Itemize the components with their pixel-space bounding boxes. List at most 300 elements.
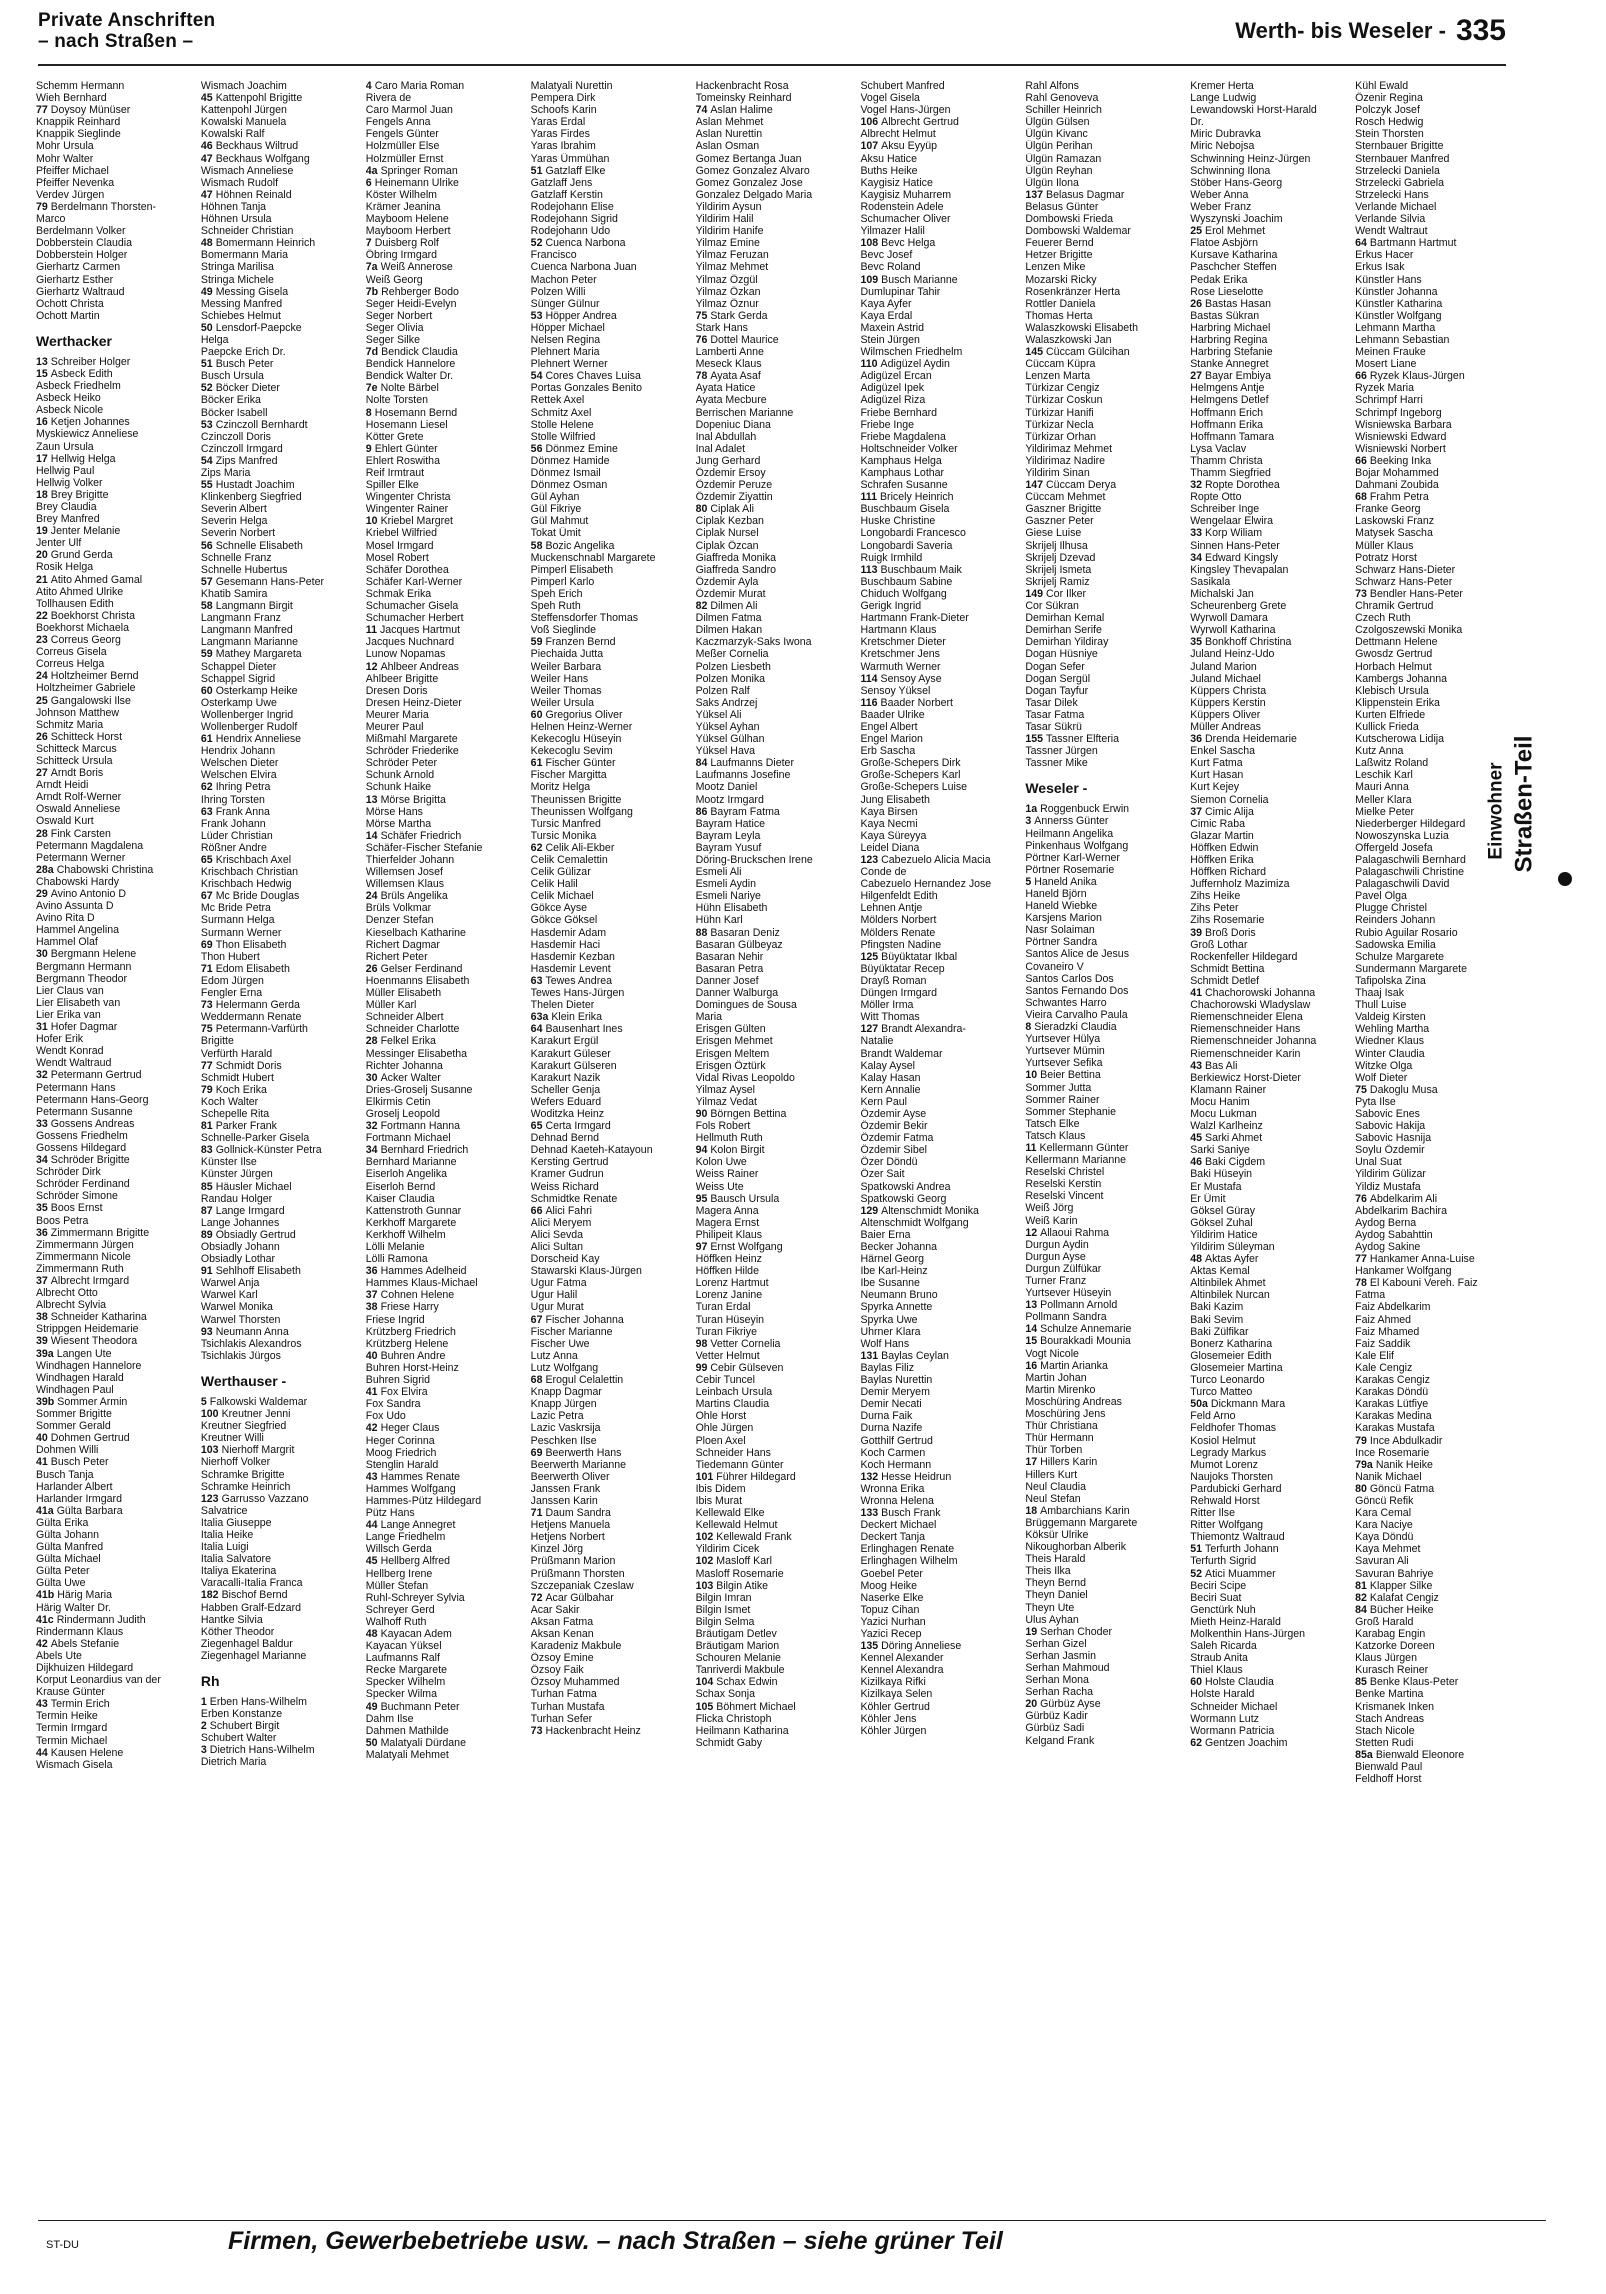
resident-name: Katzorke Doreen — [1355, 1640, 1435, 1653]
resident-name: Gierhartz Waltraud — [36, 285, 125, 298]
resident-entry — [1190, 1410, 1351, 1422]
resident-entry — [531, 92, 692, 104]
house-number: 35 — [36, 1202, 48, 1215]
house-number: 12 — [365, 660, 378, 673]
resident-entry — [1190, 1592, 1351, 1604]
resident-entry — [531, 552, 692, 564]
resident-name: Machon Peter — [530, 273, 597, 286]
resident-entry — [531, 624, 692, 636]
resident-entry — [36, 1759, 197, 1771]
resident-name: Schmidt Detlef — [1190, 974, 1260, 987]
resident-name: Turan Fikriye — [695, 1325, 757, 1338]
resident-name: Mosert Liane — [1355, 358, 1417, 371]
resident-entry — [531, 1422, 692, 1434]
resident-entry — [531, 1471, 692, 1483]
resident-name: Laßwitz Roland — [1355, 757, 1429, 770]
house-number: 51 — [1190, 1543, 1203, 1556]
resident-name: Stach Nicole — [1355, 1724, 1415, 1737]
resident-entry — [1025, 1674, 1186, 1686]
resident-entry — [1355, 286, 1516, 298]
resident-name: Aslan Osman — [695, 140, 760, 153]
resident-entry — [366, 1568, 527, 1580]
resident-entry — [860, 733, 1021, 745]
resident-name: Sternbauer Brigitte — [1355, 140, 1444, 153]
resident-name: Schreyer Gerd — [365, 1603, 435, 1616]
resident-entry — [1025, 298, 1186, 310]
resident-name: Petermann Hans — [36, 1081, 116, 1094]
resident-entry — [696, 116, 857, 128]
resident-name: Thaaj Isak — [1355, 987, 1404, 1000]
resident-name: Karakurt Güleser — [530, 1047, 611, 1060]
resident-entry — [36, 225, 197, 237]
resident-name: Mootz Daniel — [695, 781, 758, 794]
resident-entry — [860, 1374, 1021, 1386]
resident-name: Kötter Grete — [365, 430, 424, 443]
resident-name: Hillers Karin — [1040, 1456, 1098, 1469]
resident-name: Thelen Dieter — [530, 999, 595, 1012]
resident-entry — [531, 431, 692, 443]
resident-entry — [201, 527, 362, 539]
resident-entry — [860, 1132, 1021, 1144]
resident-name: Mootz Irmgard — [695, 793, 764, 806]
resident-name: Specker Wilma — [365, 1688, 438, 1701]
resident-name: Magera Ernst — [695, 1216, 760, 1229]
resident-entry — [36, 1021, 197, 1033]
resident-entry — [1355, 987, 1516, 999]
resident-name: Feldhoff Horst — [1355, 1773, 1422, 1786]
resident-name: Gatzlaff Kerstin — [530, 188, 603, 201]
resident-name: Krause Günter — [36, 1686, 105, 1699]
resident-entry — [860, 1604, 1021, 1616]
resident-entry — [366, 394, 527, 406]
resident-name: Laufmanns Josefine — [695, 769, 791, 782]
resident-entry — [201, 1696, 362, 1708]
resident-entry — [531, 1713, 692, 1725]
resident-entry — [36, 116, 197, 128]
resident-entry — [201, 1314, 362, 1326]
resident-entry — [366, 1531, 527, 1543]
resident-entry — [531, 419, 692, 431]
resident-entry — [860, 1386, 1021, 1398]
resident-name: Ülgün Reyhan — [1025, 164, 1093, 177]
resident-name: Böcker Dieter — [215, 382, 280, 395]
resident-entry — [1190, 467, 1351, 479]
house-number: 71 — [530, 1507, 543, 1520]
resident-entry — [1025, 1444, 1186, 1456]
resident-entry — [1355, 1447, 1516, 1459]
resident-name: Yilmaz Özgül — [695, 273, 758, 286]
resident-entry — [696, 890, 857, 902]
resident-name: Kühl Ewald — [1355, 80, 1409, 92]
resident-name: Paschcher Steffen — [1190, 261, 1277, 274]
resident-entry — [201, 624, 362, 636]
directory-columns — [36, 80, 1516, 2160]
resident-entry — [1025, 648, 1186, 660]
resident-name: Salvatrice — [200, 1504, 248, 1517]
resident-name: Schulze Margarete — [1355, 950, 1445, 963]
resident-entry — [201, 310, 362, 322]
resident-name: Schnelle Elisabeth — [215, 539, 303, 552]
resident-name: Kurasch Reiner — [1355, 1664, 1429, 1677]
resident-entry — [696, 140, 857, 152]
header-section-title — [38, 10, 215, 52]
resident-name: Sasikala — [1190, 575, 1231, 588]
resident-entry — [1190, 1048, 1351, 1060]
resident-entry — [1355, 951, 1516, 963]
resident-entry — [531, 987, 692, 999]
resident-name: Hoffmann Erich — [1190, 406, 1264, 419]
resident-name: Korput Leonardius van der — [36, 1674, 161, 1687]
resident-name: Theunissen Wolfgang — [530, 805, 633, 818]
resident-entry — [531, 116, 692, 128]
resident-entry — [531, 1628, 692, 1640]
resident-name: Ülgün Perihan — [1025, 140, 1093, 153]
resident-name: Hühn Karl — [695, 914, 743, 927]
resident-name: Zaun Ursula — [36, 440, 94, 453]
resident-entry — [1025, 636, 1186, 648]
resident-entry — [860, 1362, 1021, 1374]
resident-entry — [1355, 140, 1516, 152]
resident-name: Kolon Birgit — [710, 1144, 765, 1157]
resident-entry — [1355, 1289, 1516, 1301]
house-number: 20 — [36, 549, 48, 562]
resident-entry — [696, 1398, 857, 1410]
resident-entry — [531, 1616, 692, 1628]
resident-entry — [36, 1577, 197, 1589]
resident-entry — [696, 781, 857, 793]
resident-entry — [36, 1263, 197, 1275]
resident-name: Schneider Albert — [365, 1011, 444, 1024]
resident-name: Bricely Heinrich — [879, 491, 954, 504]
resident-entry — [1355, 1713, 1516, 1725]
resident-name: Kayacan Adem — [380, 1628, 452, 1640]
resident-name: Buhren Horst-Heinz — [365, 1361, 459, 1374]
resident-entry — [696, 1301, 857, 1313]
resident-entry — [696, 1580, 857, 1592]
resident-name: Acar Gülbahar — [545, 1591, 614, 1604]
resident-name: Celik Halil — [530, 878, 578, 891]
resident-entry — [36, 104, 197, 116]
resident-entry — [1190, 854, 1351, 866]
resident-entry — [531, 721, 692, 733]
resident-name: Habben Gralf-Edzard — [200, 1601, 301, 1614]
resident-name: Yilmaz Aysel — [695, 1083, 756, 1096]
resident-name: Koch Erika — [215, 1083, 267, 1096]
resident-entry — [366, 818, 527, 830]
resident-name: Wismach Gisela — [36, 1758, 113, 1771]
resident-name: Molkenthin Hans-Jürgen — [1190, 1628, 1306, 1640]
resident-name: Engel Albert — [860, 720, 918, 733]
resident-entry — [860, 322, 1021, 334]
house-number: 19 — [1025, 1625, 1038, 1638]
column-3 — [366, 80, 527, 2160]
resident-name: Schneider Hans — [695, 1446, 771, 1459]
resident-entry — [860, 358, 1021, 370]
resident-entry — [1025, 80, 1186, 92]
column-5 — [696, 80, 857, 2160]
resident-name: Langmann Birgit — [215, 600, 293, 613]
resident-entry — [696, 1011, 857, 1023]
resident-name: Hellmuth Ruth — [695, 1132, 763, 1145]
resident-entry — [201, 1541, 362, 1553]
resident-entry — [201, 80, 362, 92]
resident-entry — [366, 1301, 527, 1313]
resident-name: Asbeck Nicole — [36, 404, 104, 417]
resident-name: Hellwig Paul — [36, 464, 95, 477]
resident-name: Jenter Ulf — [36, 537, 82, 550]
resident-name: Lutz Anna — [530, 1349, 578, 1362]
resident-entry — [860, 1507, 1021, 1519]
resident-entry — [1355, 1676, 1516, 1688]
resident-name: Höhnen Ursula — [200, 213, 272, 226]
resident-entry — [696, 1507, 857, 1519]
resident-name: Kramer Gudrun — [530, 1168, 604, 1181]
resident-entry — [531, 866, 692, 878]
resident-entry — [36, 888, 197, 900]
resident-entry — [1355, 1507, 1516, 1519]
resident-name: Karakas Cengiz — [1355, 1374, 1430, 1387]
resident-name: Karakas Lütfiye — [1355, 1398, 1429, 1411]
resident-name: Demir Necati — [860, 1398, 922, 1411]
house-number: 85 — [1355, 1676, 1367, 1689]
house-number: 80 — [1355, 1482, 1367, 1495]
resident-entry — [696, 830, 857, 842]
resident-entry — [1190, 733, 1351, 745]
resident-name: Rindermann Klaus — [36, 1625, 124, 1638]
resident-entry — [696, 1471, 857, 1483]
resident-name: Cüccam Derya — [1046, 479, 1117, 492]
resident-entry — [366, 1652, 527, 1664]
resident-entry — [1355, 890, 1516, 902]
resident-name: Ulus Ayhan — [1025, 1613, 1079, 1626]
resident-entry — [36, 598, 197, 610]
resident-entry — [201, 479, 362, 491]
resident-entry — [1025, 370, 1186, 382]
resident-name: Bräutigam Marion — [695, 1640, 780, 1653]
resident-entry — [366, 467, 527, 479]
resident-entry — [860, 661, 1021, 673]
resident-entry — [366, 1362, 527, 1374]
resident-name: Yildiz Mustafa — [1355, 1180, 1421, 1193]
resident-entry — [36, 1650, 197, 1662]
resident-name: Rose Lieselotte — [1190, 285, 1264, 298]
resident-entry — [1025, 1251, 1186, 1263]
resident-entry — [366, 1640, 527, 1652]
resident-entry — [696, 673, 857, 685]
house-number: 73 — [1355, 587, 1367, 600]
resident-entry — [531, 165, 692, 177]
resident-name: Mathey Margareta — [215, 648, 302, 661]
resident-name: Bartmann Hartmut — [1369, 237, 1457, 250]
resident-entry — [1190, 431, 1351, 443]
resident-entry — [1025, 1698, 1186, 1710]
resident-name: Karakas Döndü — [1355, 1386, 1429, 1399]
resident-entry — [1025, 358, 1186, 370]
resident-name: Schwantes Harro — [1025, 996, 1107, 1009]
resident-entry — [36, 1505, 197, 1517]
house-number: 111 — [860, 491, 877, 504]
resident-name: Klinkenberg Siegfried — [200, 491, 302, 504]
house-number: 16 — [36, 416, 48, 429]
resident-name: Große-Schepers Dirk — [860, 757, 961, 770]
resident-entry — [201, 757, 362, 769]
resident-entry — [366, 1592, 527, 1604]
resident-name: Durgun Zülfükar — [1025, 1262, 1102, 1275]
resident-name: Lenzen Marta — [1025, 370, 1091, 383]
resident-entry — [1355, 225, 1516, 237]
resident-name: Aydog Sabahttin — [1355, 1228, 1433, 1241]
resident-entry — [1190, 648, 1351, 660]
resident-entry — [36, 501, 197, 513]
resident-entry — [201, 1193, 362, 1205]
resident-name: Demirhan Serife — [1025, 624, 1102, 637]
resident-entry — [201, 830, 362, 842]
resident-name: Ahlbeer Andreas — [380, 660, 459, 673]
resident-name: Unal Suat — [1355, 1156, 1402, 1169]
resident-entry — [860, 370, 1021, 382]
resident-entry — [36, 525, 197, 537]
resident-entry — [201, 769, 362, 781]
resident-name: Helmgens Antje — [1190, 382, 1265, 395]
resident-entry — [696, 201, 857, 213]
resident-name: Theis Ilka — [1025, 1565, 1071, 1578]
resident-entry — [36, 1142, 197, 1154]
resident-name: Gülta Peter — [36, 1565, 90, 1578]
resident-entry — [36, 537, 197, 549]
resident-name: Boos Petra — [36, 1214, 89, 1227]
resident-name: Möller Irma — [860, 999, 914, 1012]
resident-entry — [366, 588, 527, 600]
street-heading: Weseler - — [1025, 780, 1088, 797]
resident-name: Kale Elif — [1355, 1349, 1394, 1362]
resident-entry — [201, 1396, 362, 1408]
resident-name: Beeking Inka — [1369, 454, 1432, 467]
resident-entry — [201, 1241, 362, 1253]
resident-entry — [366, 902, 527, 914]
resident-name: Kaya Süreyya — [860, 829, 927, 842]
house-number: 48 — [365, 1628, 378, 1640]
resident-entry — [201, 1326, 362, 1338]
resident-entry — [1190, 685, 1351, 697]
resident-name: Obsiadly Lothar — [200, 1253, 276, 1266]
resident-entry — [36, 1154, 197, 1166]
resident-entry — [201, 866, 362, 878]
resident-entry — [860, 1338, 1021, 1350]
resident-entry — [201, 274, 362, 286]
resident-name: Beerwerth Hans — [545, 1446, 622, 1459]
resident-name: Petermann Hans-Georg — [36, 1093, 149, 1106]
resident-name: Bischof Bernd — [221, 1589, 288, 1602]
resident-entry — [366, 1410, 527, 1422]
house-number: 16 — [1025, 1359, 1038, 1372]
resident-name: Große-Schepers Karl — [860, 769, 961, 782]
resident-entry — [1190, 588, 1351, 600]
resident-entry — [860, 298, 1021, 310]
resident-name: Reselski Christel — [1025, 1166, 1105, 1179]
resident-entry — [366, 1338, 527, 1350]
resident-entry — [696, 153, 857, 165]
resident-name: Tsichlakis Alexandros — [200, 1337, 302, 1350]
resident-entry — [1025, 1650, 1186, 1662]
resident-name: Skrijelj Ilhusa — [1025, 539, 1088, 552]
resident-entry — [1025, 177, 1186, 189]
resident-entry — [36, 237, 197, 249]
resident-entry — [36, 1565, 197, 1577]
resident-name: Bendick Claudia — [381, 346, 458, 359]
resident-name: Sabovic Enes — [1355, 1107, 1420, 1120]
resident-entry — [366, 769, 527, 781]
resident-entry — [1190, 201, 1351, 213]
resident-name: Helmgens Detlef — [1190, 394, 1269, 407]
resident-name: Buschbaum Sabine — [860, 575, 953, 588]
resident-entry — [1025, 912, 1186, 924]
resident-entry — [696, 1362, 857, 1374]
resident-entry — [1025, 576, 1186, 588]
resident-name: Tafipolska Zina — [1355, 974, 1426, 987]
resident-name: Bevc Roland — [860, 261, 921, 274]
resident-name: Özdemir Ziyattin — [695, 491, 773, 504]
resident-name: Tewes Hans-Jürgen — [530, 987, 625, 1000]
resident-name: Köhler Jürgen — [860, 1724, 927, 1737]
resident-name: Mörse Hans — [365, 805, 423, 818]
resident-entry — [1355, 1628, 1516, 1640]
resident-name: Schumacher Herbert — [365, 612, 464, 625]
resident-name: Mauri Anna — [1355, 781, 1409, 794]
resident-name: Duisberg Rolf — [374, 237, 439, 250]
resident-name: Thür Christiana — [1025, 1420, 1098, 1433]
resident-entry — [860, 1398, 1021, 1410]
resident-name: Pollmann Sandra — [1025, 1311, 1107, 1324]
resident-entry — [531, 1301, 692, 1313]
resident-entry — [201, 104, 362, 116]
resident-entry — [1025, 1589, 1186, 1601]
resident-entry — [36, 1432, 197, 1444]
resident-name: Schröder Ferdinand — [36, 1178, 130, 1191]
resident-entry — [860, 1519, 1021, 1531]
resident-entry — [1190, 975, 1351, 987]
resident-entry — [1355, 1023, 1516, 1035]
resident-name: Neul Stefan — [1025, 1492, 1081, 1505]
resident-entry — [1190, 1725, 1351, 1737]
resident-name: Cüccam Küpra — [1025, 358, 1096, 371]
resident-entry — [1355, 1229, 1516, 1241]
resident-name: Warwel Monika — [200, 1301, 273, 1314]
resident-name: Turner Franz — [1025, 1275, 1087, 1287]
resident-name: Ciplak Nursel — [695, 527, 759, 540]
resident-entry — [696, 854, 857, 866]
resident-entry — [1025, 1263, 1186, 1275]
resident-name: Mc Bride Petra — [200, 902, 271, 915]
resident-entry — [36, 864, 197, 876]
resident-name: Buschbaum Maik — [880, 563, 962, 576]
resident-entry — [36, 1626, 197, 1638]
house-number: 11 — [365, 624, 377, 637]
resident-entry — [366, 987, 527, 999]
resident-name: Kretschmer Jens — [860, 648, 940, 661]
resident-name: Hasdemir Kezban — [530, 950, 615, 963]
resident-name: Wolf Dieter — [1355, 1071, 1408, 1084]
resident-name: Straub Anita — [1190, 1652, 1248, 1665]
resident-name: Messing Gisela — [215, 285, 289, 298]
house-number: 47 — [200, 152, 213, 165]
resident-entry — [531, 128, 692, 140]
resident-name: Sommer Brigitte — [36, 1408, 112, 1421]
house-number: 78 — [695, 370, 708, 383]
resident-entry — [860, 890, 1021, 902]
resident-entry — [1025, 900, 1186, 912]
resident-name: Dettmann Helene — [1355, 636, 1438, 649]
resident-entry — [201, 407, 362, 419]
